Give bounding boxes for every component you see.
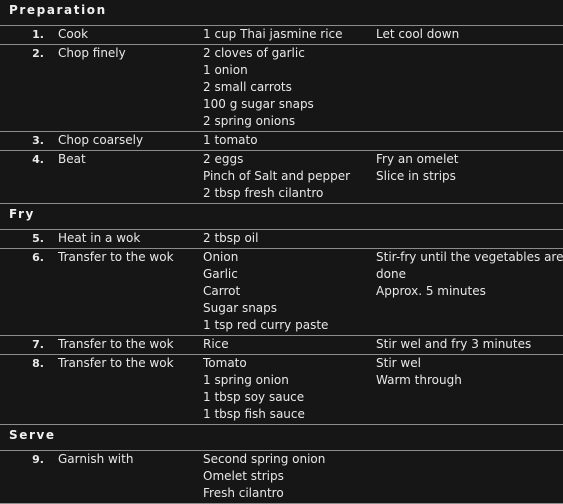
ingredient-item: Carrot [203,284,241,298]
step-row [0,131,563,150]
ingredient-item: 2 eggs [203,152,244,166]
section-title: Preparation [9,3,107,17]
step-action: Cook [58,27,89,41]
step-action: Chop coarsely [58,133,144,147]
note-item: Fry an omelet [376,152,459,166]
step-number: 8. [32,357,44,370]
step-columns [203,355,563,423]
note-item: Stir wel [376,356,421,370]
ingredient-item: 1 onion [203,63,248,77]
step-number: 6. [32,251,44,264]
ingredient-item: 2 cloves of garlic [203,46,305,60]
ingredient-item: Garlic [203,267,238,281]
note-list [376,132,556,149]
note-item: Stir wel and fry 3 minutes [376,337,532,351]
step-row [0,248,563,335]
section-serve [0,425,563,504]
step-row [0,229,563,248]
step-row [0,354,563,425]
ingredient-item: 2 tbsp fresh cilantro [203,186,324,200]
ingredient-item: 2 spring onions [203,114,296,128]
ingredient-list [203,355,376,423]
note-list [376,45,556,130]
ingredient-list [203,249,376,334]
step-columns [203,230,563,247]
step-row [0,44,563,131]
ingredient-item: Rice [203,337,229,351]
step-number: 1. [32,28,44,41]
ingredient-item: 1 tbsp fish sauce [203,407,305,421]
note-item: Warm through [376,373,462,387]
ingredient-list [203,336,376,353]
ingredient-item: Sugar snaps [203,301,278,315]
step-columns [203,249,563,334]
step-columns [203,132,563,149]
ingredient-list [203,45,376,130]
section-fry [0,204,563,425]
ingredient-item: Onion [203,250,239,264]
ingredient-list [203,132,376,149]
step-action: Garnish with [58,452,134,466]
step-columns [203,45,563,130]
note-list [376,26,556,43]
step-columns [203,26,563,43]
step-action: Transfer to the wok [58,250,174,264]
ingredient-list [203,26,376,43]
ingredient-item: 100 g sugar snaps [203,97,314,111]
note-item: Stir-fry until the vegetables are [376,250,563,264]
ingredient-item: 1 tbsp soy sauce [203,390,305,404]
ingredient-item: Tomato [203,356,247,370]
step-row [0,25,563,44]
step-number: 2. [32,47,44,60]
ingredient-list [203,230,376,247]
ingredient-item: 2 tbsp oil [203,231,259,245]
ingredient-list [203,451,376,502]
step-columns [203,151,563,202]
section-title: Fry [9,207,35,221]
section-title: Serve [9,428,56,442]
note-list [376,451,556,502]
ingredient-item: Fresh cilantro [203,486,284,500]
step-row [0,335,563,354]
step-action: Heat in a wok [58,231,141,245]
note-list [376,151,556,202]
ingredient-list [203,151,376,202]
note-list [376,355,556,423]
ingredient-item: Omelet strips [203,469,284,483]
note-item: done [376,267,406,281]
ingredient-item: Second spring onion [203,452,326,466]
ingredient-item: 1 tomato [203,133,258,147]
step-row [0,150,563,204]
step-number: 5. [32,232,44,245]
step-action: Transfer to the wok [58,337,174,351]
step-action: Transfer to the wok [58,356,174,370]
step-number: 7. [32,338,44,351]
note-list [376,336,556,353]
step-number: 4. [32,153,44,166]
step-action: Chop finely [58,46,126,60]
ingredient-item: Pinch of Salt and pepper [203,169,351,183]
section-preparation [0,0,563,204]
note-list [376,249,563,334]
ingredient-item: 2 small carrots [203,80,292,94]
note-item: Let cool down [376,27,460,41]
note-item: Approx. 5 minutes [376,284,486,298]
step-columns [203,451,563,502]
note-item: Slice in strips [376,169,456,183]
step-action: Beat [58,152,86,166]
step-number: 3. [32,134,44,147]
step-number: 9. [32,453,44,466]
step-columns [203,336,563,353]
ingredient-item: 1 tsp red curry paste [203,318,329,332]
ingredient-item: 1 spring onion [203,373,289,387]
note-list [376,230,556,247]
step-row [0,450,563,504]
ingredient-item: 1 cup Thai jasmine rice [203,27,343,41]
